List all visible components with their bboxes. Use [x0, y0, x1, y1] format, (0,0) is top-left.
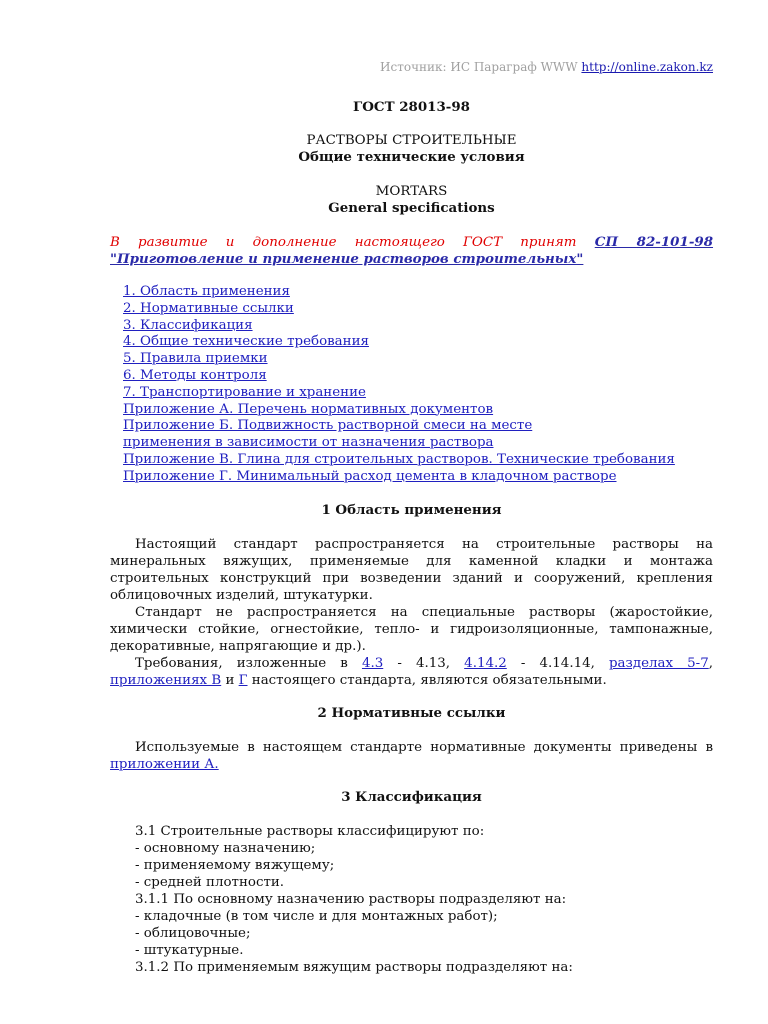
- source-line: [110, 60, 713, 78]
- source-prefix: Источник: ИС Параграф WWW: [380, 60, 582, 74]
- note-text: В развитие и дополнение настоящего ГОСТ принят: [110, 235, 595, 250]
- paragraph-text: настоящего стандарта, являются обязательными.: [247, 672, 607, 688]
- title-block-ru: [110, 132, 713, 166]
- paragraph-text: и: [221, 672, 239, 688]
- toc-item[interactable]: 6. Методы контроля: [123, 367, 267, 383]
- classification-line: 3.1.1 По основному назначению растворы подразделяют на:: [135, 891, 567, 907]
- classification-line: 3.1.2 По применяемым вяжущим растворы подразделяют на:: [135, 959, 573, 975]
- ref-link-appendix-v[interactable]: приложениях В: [110, 672, 222, 688]
- paragraph-text: Требования, изложенные в: [135, 655, 362, 671]
- section-3-heading: 3 Классификация: [341, 788, 482, 805]
- development-note: [110, 234, 713, 268]
- toc-item[interactable]: Приложение В. Глина для строительных растворов. Технические требования: [123, 451, 675, 467]
- toc-item[interactable]: 1. Область применения: [123, 284, 290, 299]
- toc-item[interactable]: 3. Классификация: [123, 317, 253, 333]
- toc-item[interactable]: Приложение Б. Подвижность растворной смеси на месте применения в зависимости от назначения раствора: [123, 418, 533, 451]
- toc-item[interactable]: Приложение Г. Минимальный расход цемента в кладочном растворе: [123, 468, 617, 484]
- classification-line: - основному назначению;: [135, 840, 316, 856]
- source-link[interactable]: http://online.zakon.kz: [581, 60, 713, 74]
- section-2-paragraph: [110, 739, 713, 773]
- section-2-heading: 2 Нормативные ссылки: [317, 704, 506, 721]
- section-1-heading: 1 Область применения: [321, 501, 502, 518]
- title-block-en: [110, 183, 713, 217]
- classification-line: - кладочные (в том числе и для монтажных работ);: [135, 908, 498, 924]
- toc-item[interactable]: 7. Транспортирование и хранение: [123, 384, 366, 400]
- subtitle-en: General specifications: [328, 200, 495, 216]
- ref-link-sections-5-7[interactable]: разделах 5-7: [608, 655, 709, 671]
- classification-line: - применяемому вяжущему;: [135, 857, 335, 873]
- classification-line: - штукатурные.: [135, 942, 244, 958]
- toc-item[interactable]: 4. Общие технические требования: [123, 334, 369, 350]
- section-1-paragraph: [110, 655, 713, 689]
- section-1-paragraph: Стандарт не распространяется на специальные растворы (жаростойкие, химически стойкие, огнестойкие, тепло- и гидроизоляционные, тампонажные, декоративные, напрягающие и др.).: [110, 604, 713, 654]
- subtitle-ru: Общие технические условия: [298, 149, 525, 165]
- paragraph-text: Используемые в настоящем стандарте нормативные документы приведены в: [135, 739, 713, 755]
- ref-link-4-3[interactable]: 4.3: [361, 655, 384, 671]
- paragraph-text: - 4.14.14,: [506, 655, 609, 671]
- classification-line: - облицовочные;: [135, 925, 251, 941]
- classification-line: - средней плотности.: [135, 874, 285, 890]
- ref-link-appendix-g[interactable]: Г: [238, 672, 248, 688]
- table-of-contents: [110, 284, 713, 486]
- document-code: ГОСТ 28013-98: [353, 99, 470, 115]
- toc-item[interactable]: 5. Правила приемки: [123, 351, 268, 367]
- classification-line: 3.1 Строительные растворы классифицируют по:: [135, 823, 485, 839]
- ref-link-appendix-a[interactable]: приложении А.: [110, 756, 219, 772]
- note-link[interactable]: СП 82-101-98 "Приготовление и применение растворов строительных": [110, 234, 714, 267]
- section-1-paragraph: Настоящий стандарт распространяется на строительные растворы на минеральных вяжущих, применяемые для каменной кладки и монтажа строительных конструкций при возведении зданий и сооружений, крепления облицовочных изделий, штукатурки.: [110, 536, 713, 603]
- ref-link-4-14-2[interactable]: 4.14.2: [464, 655, 507, 671]
- paragraph-text: ,: [708, 655, 713, 671]
- toc-item[interactable]: 2. Нормативные ссылки: [123, 300, 294, 316]
- title-ru: РАСТВОРЫ СТРОИТЕЛЬНЫЕ: [306, 133, 517, 148]
- paragraph-text: - 4.13,: [383, 655, 465, 671]
- toc-item[interactable]: Приложение А. Перечень нормативных документов: [123, 401, 494, 417]
- document-page: [110, 60, 713, 976]
- title-en: MORTARS: [375, 184, 448, 199]
